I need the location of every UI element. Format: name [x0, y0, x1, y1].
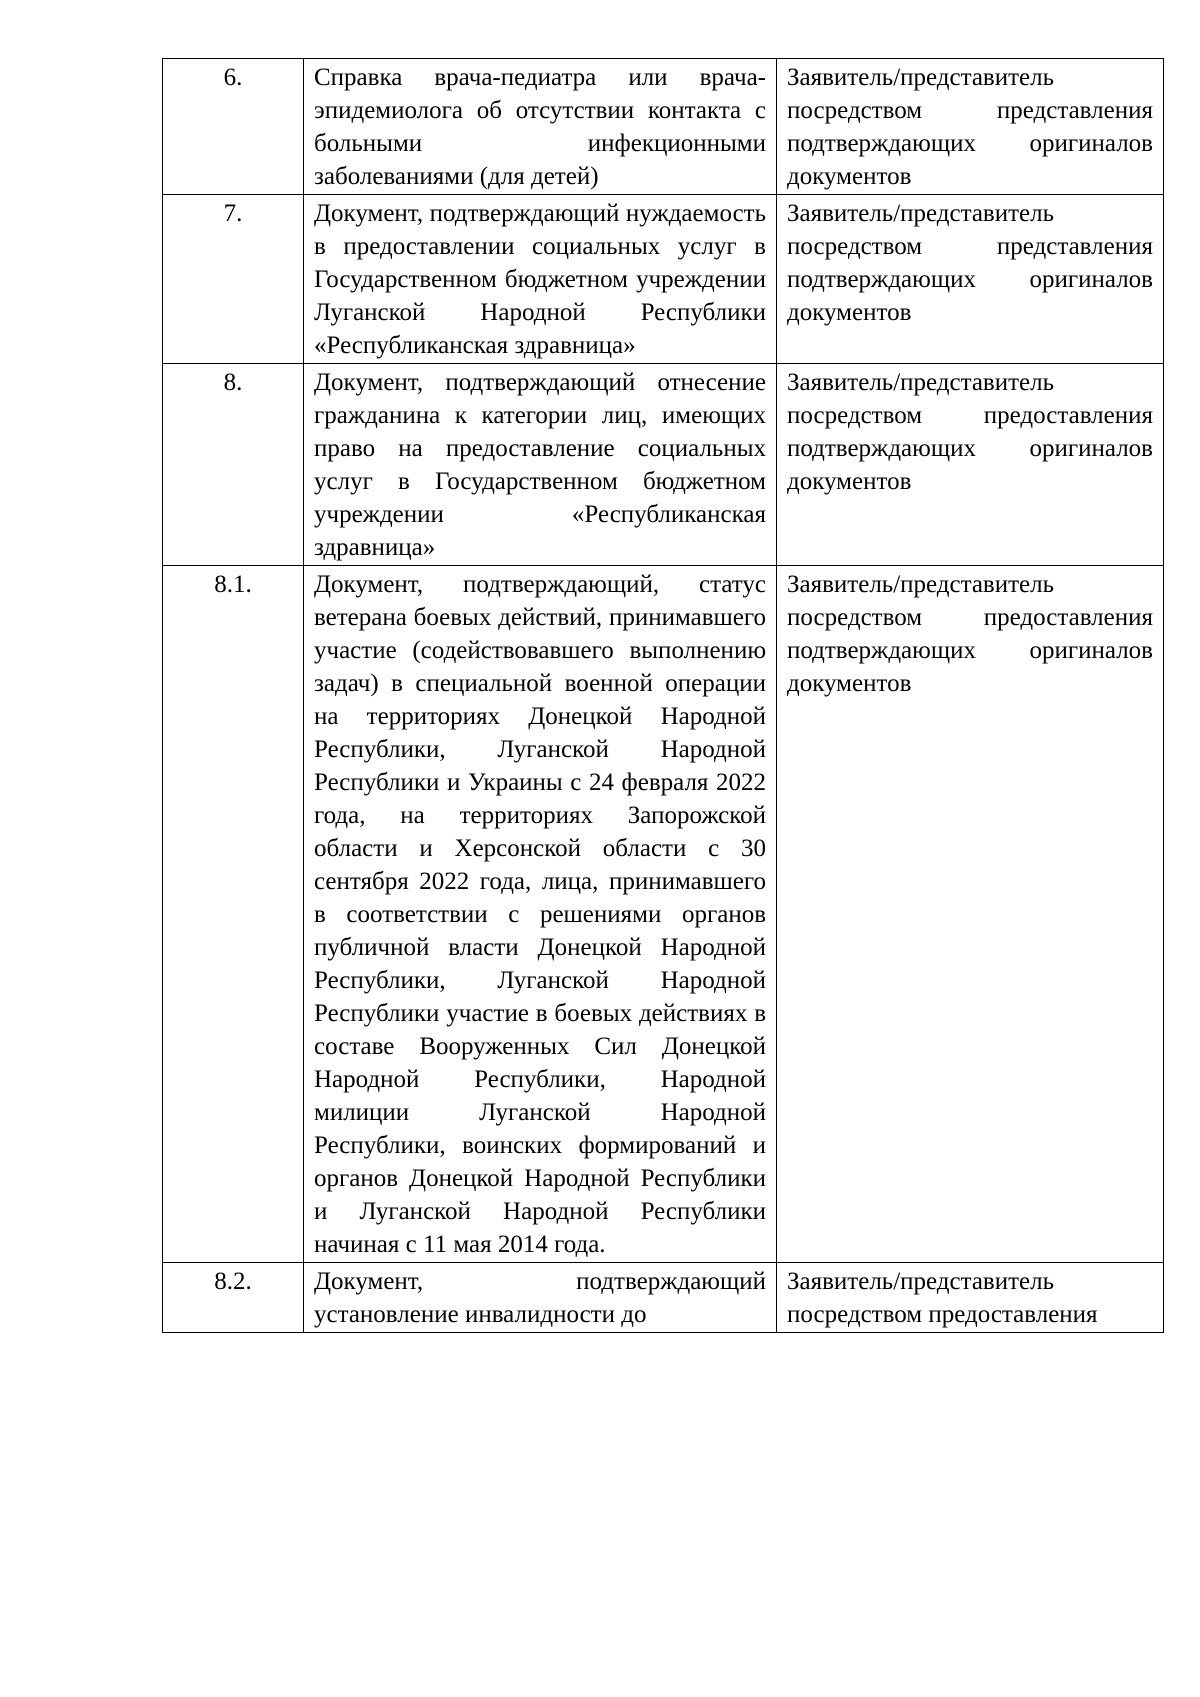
submitter-description: Заявитель/представитель посредством представления подтверждающих оригиналов документов [777, 195, 1164, 364]
submitter-description: Заявитель/представитель посредством предоставления подтверждающих оригиналов документов [777, 364, 1164, 566]
row-number: 8. [163, 364, 304, 566]
table-row [163, 1263, 1164, 1333]
table-row [163, 566, 1164, 1263]
submitter-description: Заявитель/представитель посредством представления подтверждающих оригиналов документов [777, 59, 1164, 195]
table-row [163, 59, 1164, 195]
submitter-description: Заявитель/представитель посредством предоставления [777, 1263, 1164, 1333]
document-description: Документ, подтверждающий отнесение гражданина к категории лиц, имеющих право на предоставление социальных услуг в Государственном бюджетном учреждении «Республиканская здравница» [304, 364, 777, 566]
document-description: Документ, подтверждающий, статус ветерана боевых действий, принимавшего участие (содействовавшего выполнению задач) в специальной военной операции на территориях Донецкой Народной Республики, Луганской Народной Республики и Украины с 24 февраля 2022 года, на территориях Запорожской области и Херсонской области с 30 сентября 2022 года, лица, принимавшего в соответствии с решениями органов публичной власти Донецкой Народной Республики, Луганской Народной Республики участие в боевых действиях в составе Вооруженных Сил Донецкой Народной Республики, Народной милиции Луганской Народной Республики, воинских формирований и органов Донецкой Народной Республики и Луганской Народной Республики начиная с 11 мая 2014 года. [304, 566, 777, 1263]
document-description: Справка врача-педиатра или врача-эпидемиолога об отсутствии контакта с больными инфекционными заболеваниями (для детей) [304, 59, 777, 195]
row-number: 7. [163, 195, 304, 364]
row-number: 8.2. [163, 1263, 304, 1333]
row-number: 6. [163, 59, 304, 195]
table-row [163, 364, 1164, 566]
submitter-description: Заявитель/представитель посредством предоставления подтверждающих оригиналов документов [777, 566, 1164, 1263]
document-description: Документ, подтверждающий нуждаемость в предоставлении социальных услуг в Государственном бюджетном учреждении Луганской Народной Республики «Республиканская здравница» [304, 195, 777, 364]
document-description: Документ, подтверждающий установление инвалидности до [304, 1263, 777, 1333]
documents-table [162, 58, 1164, 1333]
table-row [163, 195, 1164, 364]
row-number: 8.1. [163, 566, 304, 1263]
